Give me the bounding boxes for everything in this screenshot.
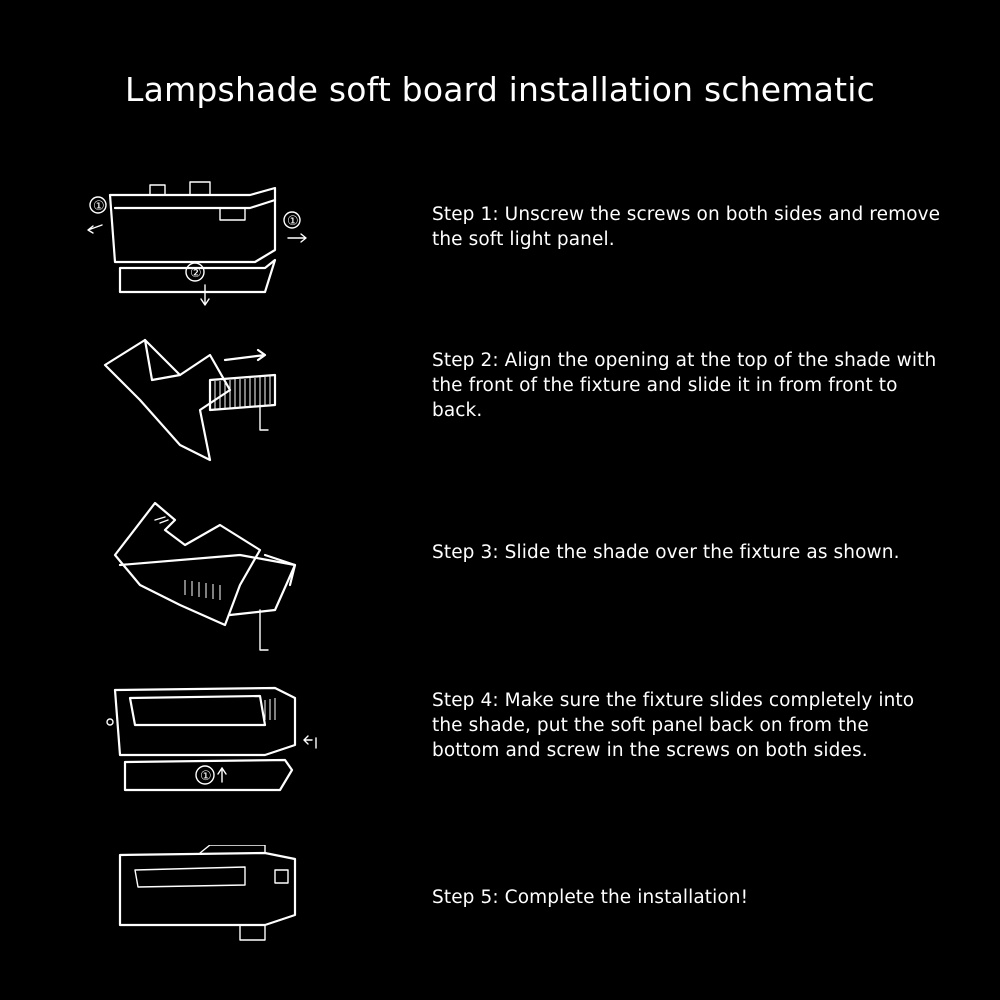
- step-3-illustration: [60, 495, 390, 655]
- step-2-text: Step 2: Align the opening at the top of the shade with the front of the fixture and slide it in from front to back.: [432, 350, 937, 421]
- step-1-marker-1-right: ①: [287, 214, 299, 229]
- step-1-text: Step 1: Unscrew the screws on both sides and remove the soft light panel.: [432, 204, 941, 250]
- page-title: Lampshade soft board installation schematic: [125, 70, 875, 109]
- step-2-illustration: [60, 335, 390, 475]
- step-1-marker-2: ②: [190, 266, 202, 281]
- step-1-marker-1-left: ①: [93, 199, 105, 214]
- step-4-illustration: [60, 680, 390, 810]
- step-1-illustration: [60, 180, 390, 310]
- step-5-illustration: [60, 845, 390, 955]
- step-3-text: Step 3: Slide the shade over the fixture as shown.: [432, 542, 900, 563]
- step-4-marker-1: ①: [200, 769, 212, 784]
- step-5-text: Step 5: Complete the installation!: [432, 887, 749, 908]
- step-4-text: Step 4: Make sure the fixture slides completely into the shade, put the soft panel back on from the bottom and screw in the screws on both sides.: [432, 690, 915, 761]
